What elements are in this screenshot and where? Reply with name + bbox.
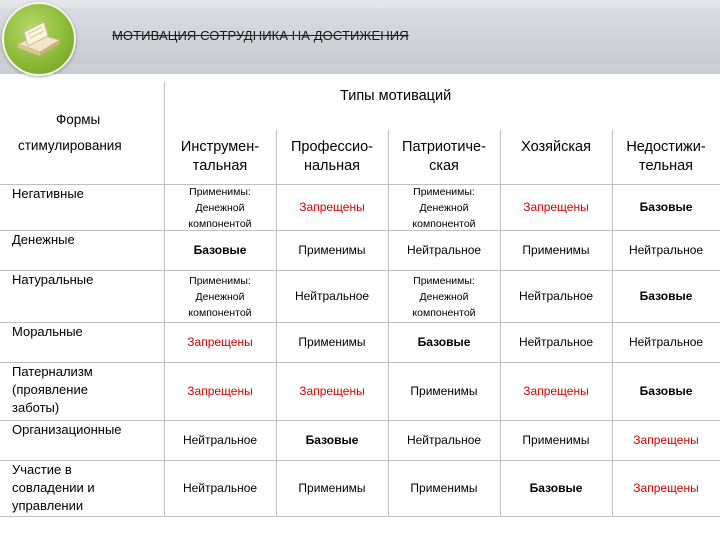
column-header-line: тельная <box>639 158 693 174</box>
cell-text: Применимы <box>410 384 478 398</box>
table-cell <box>388 461 500 516</box>
row-label <box>12 185 162 203</box>
table-cell <box>388 185 500 230</box>
column-header-line: Патриотиче- <box>402 139 486 155</box>
table-cell <box>612 421 720 460</box>
column-header <box>164 130 276 184</box>
table-cell <box>500 185 612 230</box>
table-cell <box>164 461 276 516</box>
cell-text: Запрещены <box>633 481 699 495</box>
row-label-line: Организационные <box>12 422 122 437</box>
cell-text: Применимы: <box>189 274 251 287</box>
cell-text: Запрещены <box>633 433 699 447</box>
table-cell <box>500 231 612 270</box>
forms-title-line2: стимулирования <box>18 138 122 153</box>
table-cell <box>276 323 388 362</box>
cell-text: Нейтральное <box>406 433 482 447</box>
row-label-line: (проявление <box>12 382 88 397</box>
cell-text: Запрещены <box>187 335 253 349</box>
table-cell <box>164 363 276 420</box>
cell-text: Базовые <box>193 243 247 257</box>
table-cell <box>612 461 720 516</box>
cell-text: Базовые <box>529 481 583 495</box>
row-label-line: Моральные <box>12 324 83 339</box>
column-header-line: Хозяйская <box>521 139 591 155</box>
cell-text: компонентой <box>188 217 252 230</box>
cell-text: Применимы <box>410 481 478 495</box>
column-header-line: ская <box>429 158 459 174</box>
page-title: МОТИВАЦИЯ СОТРУДНИКА НА ДОСТИЖЕНИЯ <box>112 28 409 43</box>
cell-text: Нейтральное <box>518 289 594 303</box>
column-header-line: Профессио- <box>290 139 374 155</box>
table-cell <box>164 271 276 322</box>
cell-text: Применимы: <box>189 185 251 198</box>
column-header <box>276 130 388 184</box>
table-cell <box>164 323 276 362</box>
column-header <box>388 130 500 184</box>
cell-text: Нейтральное <box>518 335 594 349</box>
cell-text: Нейтральное <box>406 243 482 257</box>
table-cell <box>276 421 388 460</box>
cell-text: Нейтральное <box>182 481 258 495</box>
row-label <box>12 421 162 439</box>
cell-text: Денежной <box>419 290 469 303</box>
table-cell <box>276 185 388 230</box>
table-cell <box>388 271 500 322</box>
table-cell <box>612 323 720 362</box>
cell-text: Запрещены <box>299 384 365 398</box>
column-header-line: тальная <box>192 158 248 174</box>
column-header-line: нальная <box>303 158 360 174</box>
row-label <box>12 323 162 341</box>
table-cell <box>276 461 388 516</box>
row-label-line: Негативные <box>12 186 84 201</box>
grid-line-row <box>0 516 720 517</box>
cell-text: Денежной <box>195 290 245 303</box>
table-cell <box>276 363 388 420</box>
cell-text: Запрещены <box>523 200 589 214</box>
row-label <box>12 363 162 417</box>
types-title: Типы мотиваций <box>340 88 452 104</box>
table-cell <box>164 185 276 230</box>
cell-text: Денежной <box>195 201 245 214</box>
row-label <box>12 461 162 515</box>
book-logo <box>2 2 76 76</box>
cell-text: Базовые <box>639 289 693 303</box>
table-cell <box>500 461 612 516</box>
table-cell <box>164 231 276 270</box>
table-cell <box>276 231 388 270</box>
cell-text: Применимы <box>298 481 366 495</box>
table-cell <box>612 363 720 420</box>
table-cell <box>388 231 500 270</box>
row-label <box>12 271 162 289</box>
table-cell <box>612 185 720 230</box>
table-cell <box>276 271 388 322</box>
cell-text: Применимы <box>298 243 366 257</box>
table-cell <box>388 363 500 420</box>
cell-text: Запрещены <box>299 200 365 214</box>
table-cell <box>500 323 612 362</box>
row-label-line: Патернализм <box>12 364 93 379</box>
cell-text: Денежной <box>419 201 469 214</box>
cell-text: Нейтральное <box>182 433 258 447</box>
table-cell <box>388 421 500 460</box>
table-cell <box>500 363 612 420</box>
cell-text: Применимы <box>522 433 590 447</box>
cell-text: Применимы <box>298 335 366 349</box>
cell-text: Базовые <box>305 433 359 447</box>
table-cell <box>388 323 500 362</box>
forms-title: Формы <box>56 112 101 127</box>
cell-text: Нейтральное <box>628 335 704 349</box>
row-label-line: совладении и <box>12 480 95 495</box>
table-cell <box>164 421 276 460</box>
cell-text: Нейтральное <box>628 243 704 257</box>
table-cell <box>612 231 720 270</box>
cell-text: Запрещены <box>523 384 589 398</box>
table-cell <box>500 271 612 322</box>
column-header <box>500 130 612 184</box>
table-cell <box>500 421 612 460</box>
cell-text: компонентой <box>412 306 476 319</box>
row-label-line: управлении <box>12 498 84 513</box>
cell-text: Нейтральное <box>294 289 370 303</box>
column-header-line: Инструмен- <box>180 139 260 155</box>
cell-text: Применимы <box>522 243 590 257</box>
row-label <box>12 231 162 249</box>
column-header <box>612 130 720 184</box>
cell-text: Базовые <box>417 335 471 349</box>
cell-text: Запрещены <box>187 384 253 398</box>
table-cell <box>612 271 720 322</box>
open-book-icon <box>4 4 74 74</box>
cell-text: Базовые <box>639 200 693 214</box>
cell-text: компонентой <box>188 306 252 319</box>
row-label-line: Натуральные <box>12 272 94 287</box>
cell-text: Применимы: <box>413 274 475 287</box>
row-label-line: Денежные <box>12 232 75 247</box>
column-header-line: Недостижи- <box>626 139 706 155</box>
row-label-line: Участие в <box>12 462 72 477</box>
cell-text: компонентой <box>412 217 476 230</box>
cell-text: Применимы: <box>413 185 475 198</box>
row-label-line: заботы) <box>12 400 60 415</box>
cell-text: Базовые <box>639 384 693 398</box>
